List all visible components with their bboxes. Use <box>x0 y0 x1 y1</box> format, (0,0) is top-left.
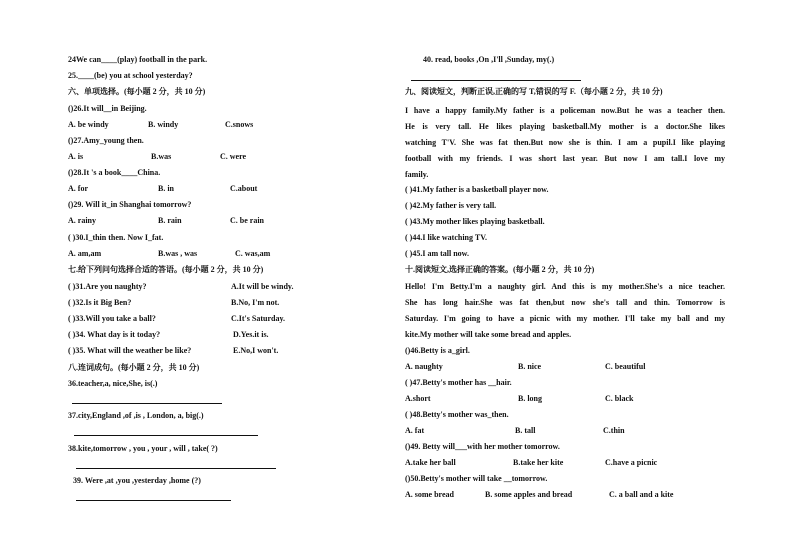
question-50: ()50.Betty's mother will take __tomorrow. <box>405 474 548 483</box>
match-answer: B.No, I'm not. <box>231 298 280 307</box>
option-b: B.take her kite <box>513 458 564 467</box>
statement-42: ( )42.My father is very tall. <box>405 201 497 210</box>
question-38: 38.kite,tomorrow , you , your , will , take( ?) <box>68 444 218 453</box>
option-c: C. be rain <box>230 216 264 225</box>
option-a: A. be windy <box>68 120 109 129</box>
question-30: ( )30.I_thin then. Now I_fat. <box>68 233 164 242</box>
passage-1-line: football with my friends. I was short last year. But now I am tall.I love my <box>405 154 725 163</box>
option-b: B. rain <box>158 216 182 225</box>
question-49: ()49. Betty will___with her mother tomorrow. <box>405 442 560 451</box>
match-question: ( )35. What will the weather be like? <box>68 346 192 355</box>
option-b: B. some apples and bread <box>485 490 573 499</box>
option-c: C. beautiful <box>605 362 646 371</box>
question-24: 24We can____(play) football in the park. <box>68 55 208 64</box>
option-a: A. fat <box>405 426 425 435</box>
passage-1-line: I have a happy family.My father is a policeman now.But he was a teacher then. <box>405 106 725 115</box>
statement-45: ( )45.I am tall now. <box>405 249 469 258</box>
match-question: ( )33.Will you take a ball? <box>68 314 156 323</box>
match-question: ( )32.Is it Big Ben? <box>68 298 132 307</box>
option-c: C.about <box>230 184 258 193</box>
option-b: B. nice <box>518 362 542 371</box>
answer-line <box>72 403 222 404</box>
match-answer: E.No,I won't. <box>233 346 279 355</box>
option-c: C.snows <box>225 120 254 129</box>
option-c: C. were <box>220 152 247 161</box>
option-c: C.have a picnic <box>605 458 658 467</box>
question-40: 40. read, books ,On ,I'll ,Sunday, my(.) <box>423 55 555 64</box>
option-b: B. windy <box>148 120 179 129</box>
option-b: B. tall <box>515 426 536 435</box>
answer-line <box>411 80 581 81</box>
question-47: ( )47.Betty's mother has __hair. <box>405 378 512 387</box>
option-c: C.thin <box>603 426 625 435</box>
option-c: C. was,am <box>235 249 271 258</box>
answer-line <box>76 500 231 501</box>
question-29: ()29. Will it_in Shanghai tomorrow? <box>68 200 192 209</box>
question-37: 37.city,England ,of ,is , London, a, big(.) <box>68 411 204 420</box>
passage-2-line: Saturday. I'm going to have a picnic with my mother. I'll take my ball and my <box>405 314 725 323</box>
match-question: ( )31.Are you naughty? <box>68 282 147 291</box>
question-27: ()27.Amy_young then. <box>68 136 144 145</box>
option-b: B.was , was <box>158 249 198 258</box>
section-8-title: 八.连词成句。(每小题 2 分，共 10 分) <box>68 363 200 372</box>
option-a: A.take her ball <box>405 458 456 467</box>
passage-1-line: watching T'V. She was fat then.But now she is thin. I am a pupil.I like playing <box>405 138 725 147</box>
statement-44: ( )44.I like watching TV. <box>405 233 487 242</box>
question-48: ( )48.Betty's mother was_then. <box>405 410 509 419</box>
statement-43: ( )43.My mother likes playing basketball. <box>405 217 545 226</box>
section-6-title: 六、单项选择。(每小题 2 分，共 10 分) <box>68 87 206 96</box>
option-c: C. a ball and a kite <box>609 490 674 499</box>
match-answer: A.It will be windy. <box>231 282 294 291</box>
answer-line <box>74 435 258 436</box>
option-a: A. naughty <box>405 362 443 371</box>
passage-2-line: Hello! I'm Betty.I'm a naughty girl. And this is my mother.She's a nice teacher. <box>405 282 725 291</box>
option-a: A. some bread <box>405 490 454 499</box>
option-b: B.was <box>151 152 172 161</box>
match-question: ( )34. What day is it today? <box>68 330 161 339</box>
option-a: A. am,am <box>68 249 102 258</box>
section-9-title: 九、阅读短文，判断正误,正确的写 T,错误的写 F.（每小题 2 分，共 10 分) <box>405 87 663 96</box>
section-7-title: 七.给下列问句选择合适的答语。(每小题 2 分，共 10 分) <box>68 265 264 274</box>
match-answer: D.Yes.it is. <box>233 330 269 339</box>
passage-1-last-line: family. <box>405 170 429 179</box>
statement-41: ( )41.My father is a basketball player now. <box>405 185 549 194</box>
answer-line <box>76 468 276 469</box>
question-25: 25.____(be) you at school yesterday? <box>68 71 193 80</box>
option-b: B. in <box>158 184 175 193</box>
option-a: A. rainy <box>68 216 96 225</box>
question-28: ()28.It 's a book____China. <box>68 168 161 177</box>
passage-2-last-line: kite.My mother will take some bread and apples. <box>405 330 572 339</box>
passage-1-line: He is very tall. He likes playing basketball.My mother is a doctor.She likes <box>405 122 725 131</box>
option-a: A. for <box>68 184 88 193</box>
passage-2-line: She has long hair.She was fat then,but now she's tall and thin. Tomorrow is <box>405 298 725 307</box>
option-c: C. black <box>605 394 634 403</box>
match-answer: C.It's Saturday. <box>231 314 286 323</box>
option-a: A. is <box>68 152 84 161</box>
section-10-title: 十.阅读短文,选择正确的答案。(每小题 2 分，共 10 分) <box>405 265 595 274</box>
question-39: 39. Were ,at ,you ,yesterday ,home (?) <box>73 476 201 485</box>
option-b: B. long <box>518 394 543 403</box>
question-46: ()46.Betty is a_girl. <box>405 346 470 355</box>
question-26: ()26.It will__in Beijing. <box>68 104 147 113</box>
question-36: 36.teacher,a, nice,She, is(.) <box>68 379 158 388</box>
option-a: A.short <box>405 394 431 403</box>
